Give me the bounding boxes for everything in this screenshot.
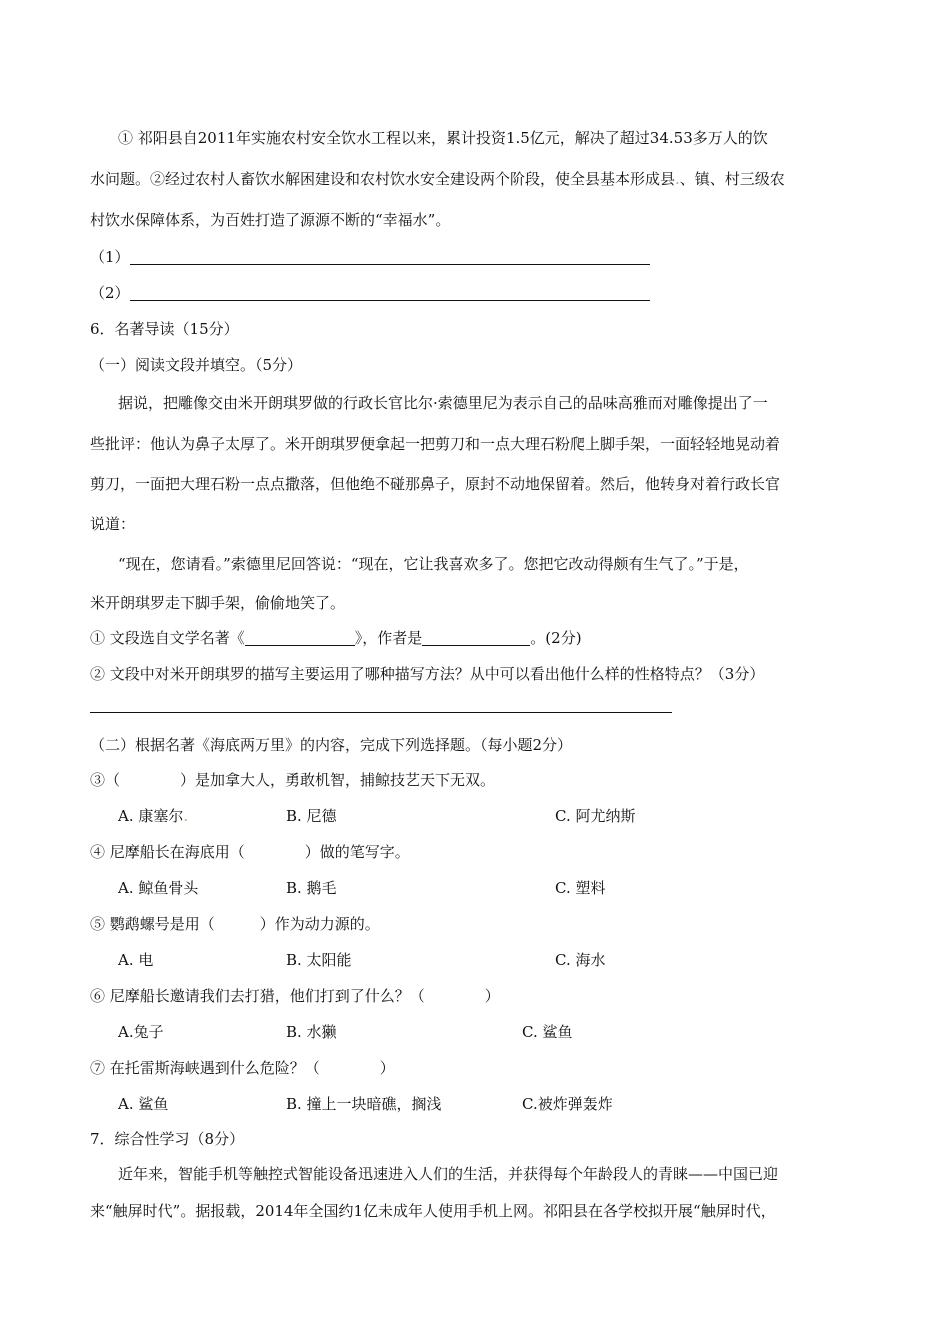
choice-q7-option-b[interactable]: B. 撞上一块暗礁，搁浅 xyxy=(286,1095,442,1113)
choice-q3-option-a[interactable] xyxy=(118,805,188,827)
q7-title: 7．综合性学习（8分） xyxy=(90,1130,245,1148)
q6-answer-line[interactable] xyxy=(90,712,672,713)
q6-passage-line-4: 说道： xyxy=(90,515,136,533)
passage-line-2 xyxy=(90,168,785,190)
answer-line-1[interactable] xyxy=(90,246,650,268)
answer-label-1: （1） xyxy=(90,248,130,266)
choice-q5-option-a[interactable]: A. 电 xyxy=(118,951,154,969)
q6-question-1-text-c: 。(2分) xyxy=(530,629,582,647)
q6-passage-line-3: 剪刀，一面把大理石粉一点点撒落，但他绝不碰那鼻子，原封不动地保留着。然后，他转身对着行政长官 xyxy=(90,475,781,493)
q6-question-1-text-b: 》，作者是 xyxy=(354,629,423,647)
answer-blank-2[interactable] xyxy=(130,284,650,301)
q6-title: 6．名著导读（15分） xyxy=(90,320,239,338)
q7-passage-line-2: 来“触屏时代”。据报载，2014年全国约1亿未成年人使用手机上网。祁阳县在各学校拟开展“触屏时代， xyxy=(90,1202,776,1220)
passage-line-2-text-a: 水问题。②经过农村人畜饮水解困建设和农村饮水安全建设两个阶段，使全县基本形成县 xyxy=(90,170,676,188)
passage-line-3: 村饮水保障体系，为百姓打造了源源不断的“幸福水”。 xyxy=(90,211,451,229)
author-blank[interactable] xyxy=(422,629,530,646)
choice-q5-option-c[interactable]: C. 海水 xyxy=(555,951,606,969)
emphasis-dot: . xyxy=(183,807,189,825)
q6-passage-line-2: 些批评：他认为鼻子太厚了。米开朗琪罗便拿起一把剪刀和一点大理石粉爬上脚手架，一面轻轻地晃动着 xyxy=(90,435,781,453)
choice-q3-option-a-label: A. 康塞尔 xyxy=(118,807,184,825)
book-title-blank[interactable] xyxy=(245,629,355,646)
choice-q6-option-c[interactable]: C. 鲨鱼 xyxy=(522,1023,573,1041)
q6-part1-title: （一）阅读文段并填空。（5分） xyxy=(90,356,303,374)
q6-passage-line-5: “现在，您请看。”索德里尼回答说：“现在，它让我喜欢多了。您把它改动得颇有生气了。”于是， xyxy=(118,555,749,573)
choice-q5-stem: ⑤ 鹦鹉螺号是用（ ）作为动力源的。 xyxy=(90,915,380,933)
answer-blank-1[interactable] xyxy=(130,248,650,265)
q6-part2-title: （二）根据名著《海底两万里》的内容，完成下列选择题。（每小题2分） xyxy=(90,736,573,754)
q6-question-1 xyxy=(90,627,582,649)
answer-line-2[interactable] xyxy=(90,282,650,304)
choice-q6-stem: ⑥ 尼摩船长邀请我们去打猎，他们打到了什么？（ ） xyxy=(90,987,500,1005)
q6-passage-line-1: 据说，把雕像交由米开朗琪罗做的行政长官比尔·索德里尼为表示自己的品味高雅而对雕像提出了一 xyxy=(118,394,768,412)
answer-label-2: （2） xyxy=(90,284,130,302)
choice-q3-option-c[interactable]: C. 阿尤纳斯 xyxy=(555,807,636,825)
choice-q3-option-b[interactable]: B. 尼德 xyxy=(286,807,337,825)
choice-q6-option-a[interactable]: A.兔子 xyxy=(118,1023,164,1041)
choice-q4-option-c[interactable]: C. 塑料 xyxy=(555,879,606,897)
passage-line-2-text-b: 、镇、村三级农 xyxy=(679,170,785,188)
choice-q7-option-c[interactable]: C.被炸弹轰炸 xyxy=(522,1095,613,1113)
choice-q4-option-b[interactable]: B. 鹅毛 xyxy=(286,879,337,897)
choice-q6-option-b[interactable]: B. 水獭 xyxy=(286,1023,337,1041)
q6-question-2: ② 文段中对米开朗琪罗的描写主要运用了哪种描写方法？从中可以看出他什么样的性格特点？（3分） xyxy=(90,665,765,683)
choice-q5-option-b[interactable]: B. 太阳能 xyxy=(286,951,352,969)
choice-q3-stem: ③（ ）是加拿大人，勇敢机智，捕鲸技艺天下无双。 xyxy=(90,771,496,789)
q7-passage-line-1: 近年来，智能手机等触控式智能设备迅速进入人们的生活，并获得每个年龄段人的青睐——中国已迎 xyxy=(118,1165,779,1183)
choice-q4-stem: ④ 尼摩船长在海底用（ ）做的笔写字。 xyxy=(90,843,410,861)
choice-q7-option-a[interactable]: A. 鲨鱼 xyxy=(118,1095,169,1113)
choice-q4-option-a[interactable]: A. 鲸鱼骨头 xyxy=(118,879,199,897)
passage-line-1: ① 祁阳县自2011年实施农村安全饮水工程以来，累计投资1.5亿元，解决了超过34.53多万人的饮 xyxy=(118,129,768,147)
q6-question-1-text-a: ① 文段选自文学名著《 xyxy=(90,629,245,647)
q6-passage-line-6: 米开朗琪罗走下脚手架，偷偷地笑了。 xyxy=(90,594,346,612)
choice-q7-stem: ⑦ 在托雷斯海峡遇到什么危险？（ ） xyxy=(90,1059,395,1077)
emphasis-dot: . xyxy=(675,170,680,188)
